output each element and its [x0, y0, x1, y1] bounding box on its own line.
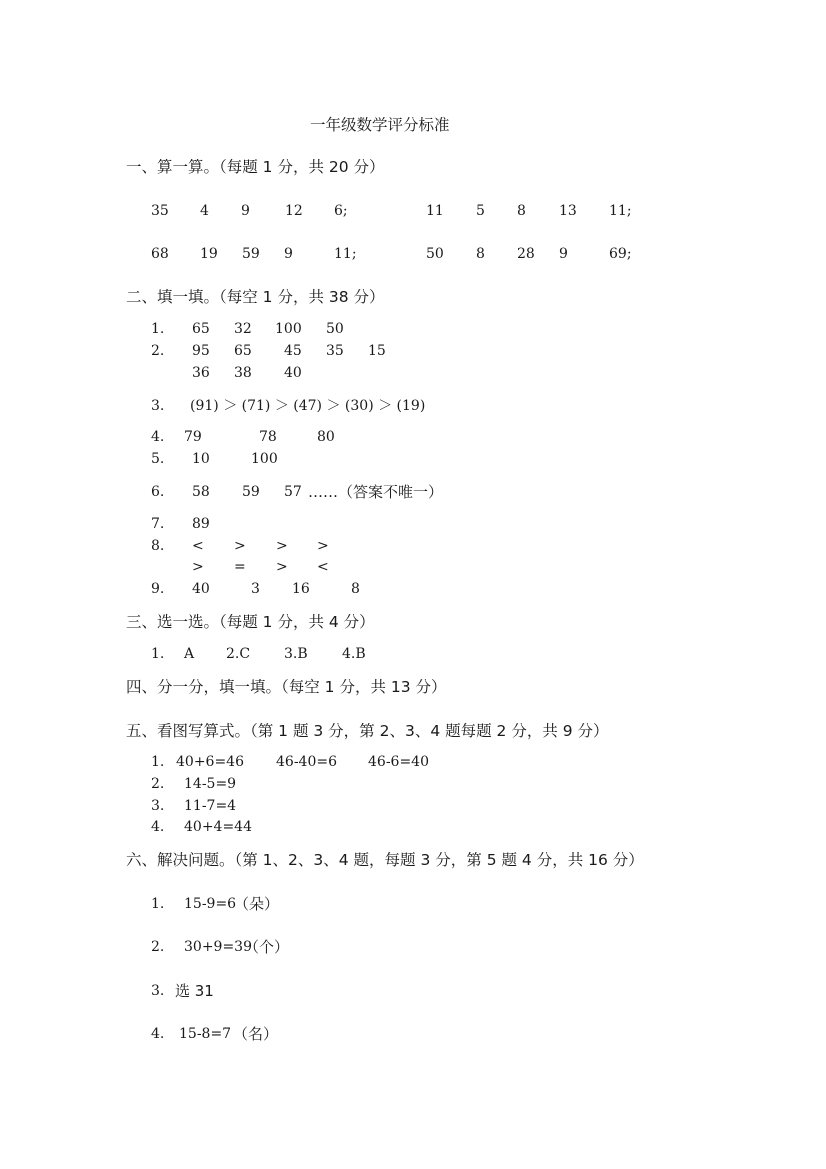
s3-a2: 2.C — [226, 646, 251, 662]
s3-a1: A — [184, 646, 195, 662]
s1-r2-b4: 9 — [559, 246, 568, 262]
s1-r2-a2: 19 — [200, 246, 218, 262]
s5-q2-eq: 14-5=9 — [184, 776, 237, 792]
section-5-heading: 五、看图写算式。（第 1 题 3 分，第 2、3、4 题每题 2 分，共 9 分） — [126, 722, 609, 740]
s2-q9-v3: 16 — [292, 581, 310, 597]
s2-q8-r1-4: > — [317, 538, 329, 554]
s2-q3-no: 3. — [151, 398, 165, 414]
s2-q2-v2: 65 — [234, 343, 252, 359]
s6-q4-no: 4. — [151, 1026, 165, 1042]
section-2-heading: 二、填一填。（每空 1 分，共 38 分） — [126, 288, 385, 306]
s2-q6-no: 6. — [151, 484, 165, 500]
s2-q6-v3: 57 — [284, 484, 302, 500]
s2-q3-text: (91) ＞ (71) ＞ (47) ＞ (30) ＞ (19) — [190, 398, 426, 414]
s5-q3-eq: 11-7=4 — [184, 798, 237, 814]
s1-r2-b1: 50 — [426, 246, 444, 262]
s2-q2-v5: 15 — [368, 343, 386, 359]
s1-r2-a3: 59 — [242, 246, 260, 262]
section-1-heading: 一、算一算。（每题 1 分，共 20 分） — [126, 158, 385, 176]
s1-r1-b5: 11; — [609, 203, 632, 219]
s1-r2-a4: 9 — [284, 246, 293, 262]
s6-q3-no: 3. — [151, 983, 165, 999]
s2-q5-v2: 100 — [251, 451, 278, 467]
s1-r2-b5: 69; — [609, 246, 632, 262]
s1-r2-a1: 68 — [151, 246, 169, 262]
s5-q2-no: 2. — [151, 776, 165, 792]
s2-q7-no: 7. — [151, 516, 165, 532]
s6-q1-eq: 15-9=6 — [184, 896, 237, 912]
s2-q2-v3: 45 — [284, 343, 302, 359]
s1-r1-a2: 4 — [200, 203, 209, 219]
s5-q1-e2: 46-40=6 — [276, 754, 337, 770]
s2-q1-v1: 65 — [192, 321, 210, 337]
s1-r1-a3: 9 — [241, 203, 250, 219]
s2-q4-v3: 80 — [317, 429, 335, 445]
s5-q3-no: 3. — [151, 798, 165, 814]
s2-q8-r2-4: < — [317, 559, 329, 575]
s2-q2-no: 2. — [151, 343, 165, 359]
s2-q8-r2-1: > — [192, 559, 204, 575]
section-6-heading: 六、解决问题。（第 1、2、3、4 题，每题 3 分，第 5 题 4 分，共 16 分） — [126, 851, 644, 869]
s6-q2-unit: （个） — [244, 938, 290, 956]
s6-q1-unit: （朵） — [234, 895, 280, 913]
s5-q1-no: 1. — [151, 754, 165, 770]
s2-q2-w2: 38 — [234, 365, 252, 381]
s1-r2-a5: 11; — [334, 246, 357, 262]
page-title: 一年级数学评分标准 — [310, 116, 450, 134]
s2-q1-no: 1. — [151, 321, 165, 337]
s1-r1-a4: 12 — [285, 203, 303, 219]
s5-q4-eq: 40+4=44 — [184, 819, 252, 835]
s2-q2-w1: 36 — [192, 365, 210, 381]
s1-r1-a1: 35 — [151, 203, 169, 219]
s2-q9-v4: 8 — [351, 581, 360, 597]
s3-no: 1. — [151, 646, 165, 662]
s6-q4-eq: 15-8=7 — [179, 1026, 232, 1042]
s5-q1-e3: 46-6=40 — [368, 754, 429, 770]
s1-r2-b2: 8 — [476, 246, 485, 262]
s2-q8-r2-3: > — [276, 559, 288, 575]
s2-q9-v2: 3 — [251, 581, 260, 597]
s2-q2-w3: 40 — [284, 365, 302, 381]
s2-q6-note: ……（答案不唯一） — [308, 483, 444, 501]
s3-a3: 3.B — [284, 646, 308, 662]
s6-q2-no: 2. — [151, 939, 165, 955]
s2-q1-v2: 32 — [234, 321, 252, 337]
s6-q1-no: 1. — [151, 896, 165, 912]
s1-r1-b2: 5 — [476, 203, 485, 219]
s2-q8-r1-2: > — [234, 538, 246, 554]
s2-q9-v1: 40 — [192, 581, 210, 597]
s6-q3-text: 选 31 — [175, 982, 214, 1000]
s2-q7-v1: 89 — [192, 516, 210, 532]
s2-q2-v1: 95 — [192, 343, 210, 359]
s2-q2-v4: 35 — [326, 343, 344, 359]
section-3-heading: 三、选一选。（每题 1 分，共 4 分） — [126, 613, 375, 631]
s1-r1-a5: 6; — [334, 203, 348, 219]
s5-q4-no: 4. — [151, 819, 165, 835]
s2-q1-v4: 50 — [326, 321, 344, 337]
s2-q9-no: 9. — [151, 581, 165, 597]
s2-q8-r1-3: > — [276, 538, 288, 554]
s2-q6-v2: 59 — [242, 484, 260, 500]
s2-q5-v1: 10 — [192, 451, 210, 467]
s2-q4-v2: 78 — [259, 429, 277, 445]
s3-a4: 4.B — [342, 646, 366, 662]
s2-q8-r1-1: < — [192, 538, 204, 554]
section-4-heading: 四、分一分，填一填。（每空 1 分，共 13 分） — [126, 678, 447, 696]
s2-q5-no: 5. — [151, 451, 165, 467]
s2-q8-no: 8. — [151, 538, 165, 554]
s6-q4-unit: （名） — [233, 1025, 279, 1043]
s1-r2-b3: 28 — [517, 246, 535, 262]
s6-q2-eq: 30+9=39 — [184, 939, 252, 955]
s2-q4-no: 4. — [151, 429, 165, 445]
s5-q1-e1: 40+6=46 — [176, 754, 244, 770]
s1-r1-b1: 11 — [426, 203, 444, 219]
s2-q8-r2-2: = — [234, 559, 246, 575]
s2-q4-v1: 79 — [184, 429, 202, 445]
s2-q6-v1: 58 — [192, 484, 210, 500]
s1-r1-b3: 8 — [517, 203, 526, 219]
s1-r1-b4: 13 — [559, 203, 577, 219]
s2-q1-v3: 100 — [275, 321, 302, 337]
